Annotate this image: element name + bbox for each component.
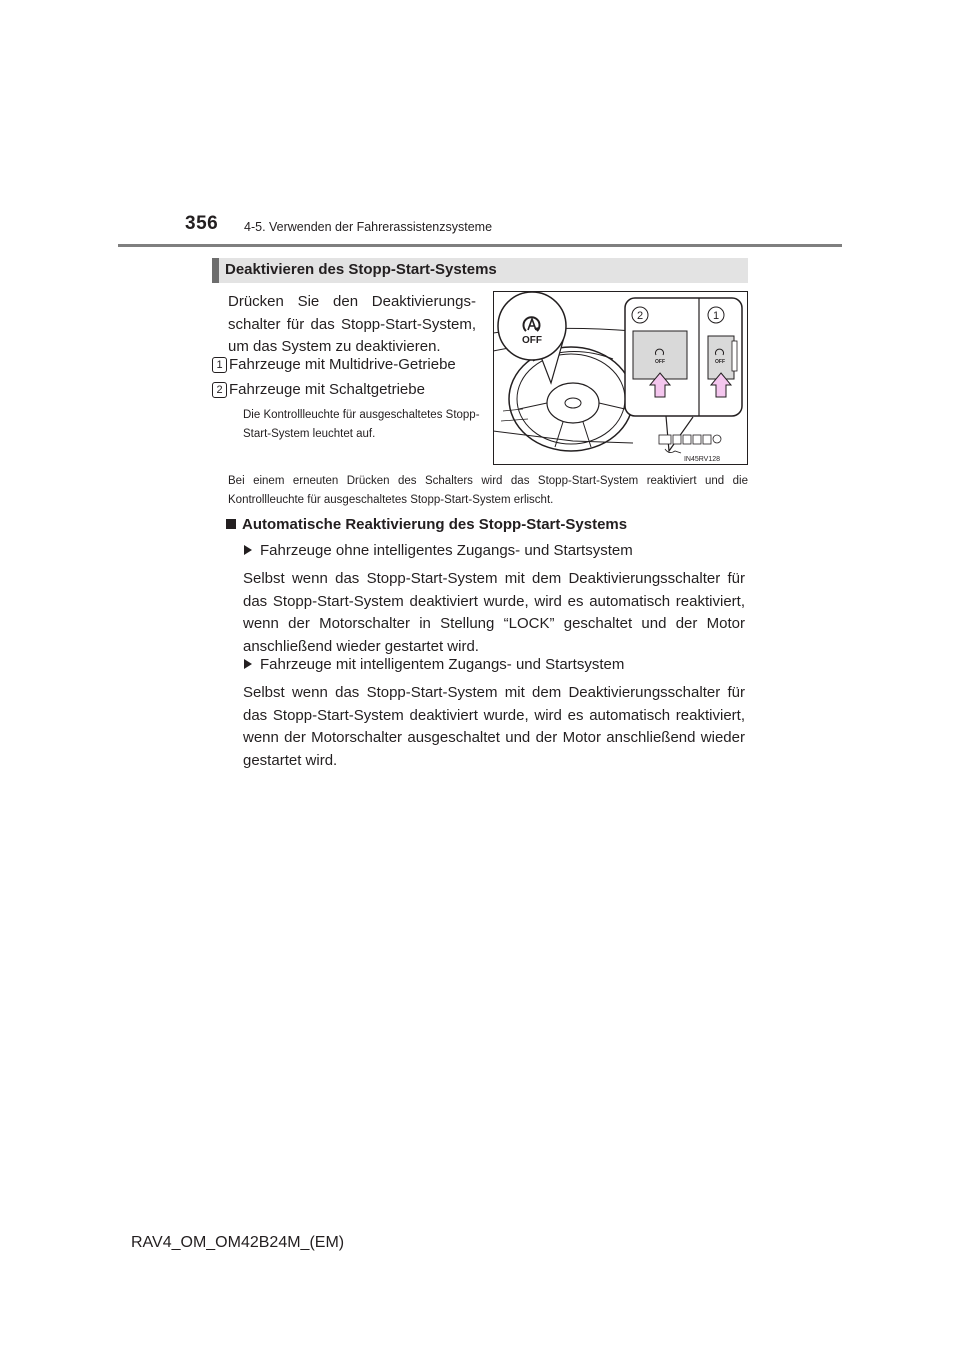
subsection-title: Automatische Reaktivierung des Stopp-Start-Systems — [242, 516, 628, 533]
dashboard-drawing — [493, 291, 748, 465]
triangle-bullet-icon — [244, 545, 252, 555]
figure-code: IN45RV128 — [683, 456, 721, 463]
callout-number-1: 1 — [712, 310, 720, 322]
case-bullet — [244, 656, 624, 673]
document-id: RAV4_OM_OM42B24M_(EM) — [131, 1234, 345, 1251]
indicator-note: Die Kontrollleuchte für ausgeschaltetes Stopp-Start-System leuchtet auf. — [243, 409, 480, 440]
item-label: Fahrzeuge mit Multidrive-Getriebe — [229, 356, 456, 373]
item-label: Fahrzeuge mit Schaltgetriebe — [229, 381, 425, 398]
dashboard-illustration — [493, 291, 748, 465]
button-off-label: OFF — [655, 359, 665, 365]
section-header — [212, 258, 748, 283]
section-title: Deaktivieren des Stopp-Start-Systems — [225, 261, 497, 278]
case-paragraph: Selbst wenn das Stopp-Start-System mit dem Deaktivierungsschalter für das Stopp-Start-System deaktiviert wurde, wird es automatisch reaktiviert, wenn der Motorschalter ausgeschaltet und der Motor anschließend wieder gestartet wird. — [243, 684, 745, 769]
reactivation-note: Bei einem erneuten Drücken des Schalters wird das Stopp-Start-System reaktiviert und die Kontrollleuchte für ausgeschaltetes Stopp-Start-System erlischt. — [228, 475, 748, 506]
case-bullet — [244, 542, 633, 559]
chapter-title: 4-5. Verwenden der Fahrerassistenzsysteme — [244, 220, 493, 234]
item-number-badge: 1 — [212, 357, 227, 373]
case-paragraph: Selbst wenn das Stopp-Start-System mit dem Deaktivierungsschalter für das Stopp-Start-System deaktiviert wurde, wird es automatisch reaktiviert, wenn der Motorschalter in Stellung “LOCK” geschaltet und der Motor anschließend wieder gestartet wird. — [243, 570, 745, 655]
page-number: 356 — [185, 213, 219, 234]
section-header-accent — [212, 258, 219, 283]
intro-paragraph: Drücken Sie den Deaktivierungs-schalter für das Stopp-Start-System, um das System zu deaktivieren. — [228, 293, 476, 355]
square-bullet-icon — [226, 519, 236, 529]
case-label: Fahrzeuge ohne intelligentes Zugangs- und Startsystem — [260, 542, 633, 559]
button-off-label: OFF — [715, 359, 725, 365]
item-number-badge: 2 — [212, 382, 227, 398]
triangle-bullet-icon — [244, 659, 252, 669]
callout-number-2: 2 — [636, 310, 644, 322]
subsection-heading — [226, 516, 627, 533]
callout-off-label: OFF — [522, 335, 542, 346]
header-rule — [118, 244, 842, 247]
case-label: Fahrzeuge mit intelligentem Zugangs- und Startsystem — [260, 656, 625, 673]
